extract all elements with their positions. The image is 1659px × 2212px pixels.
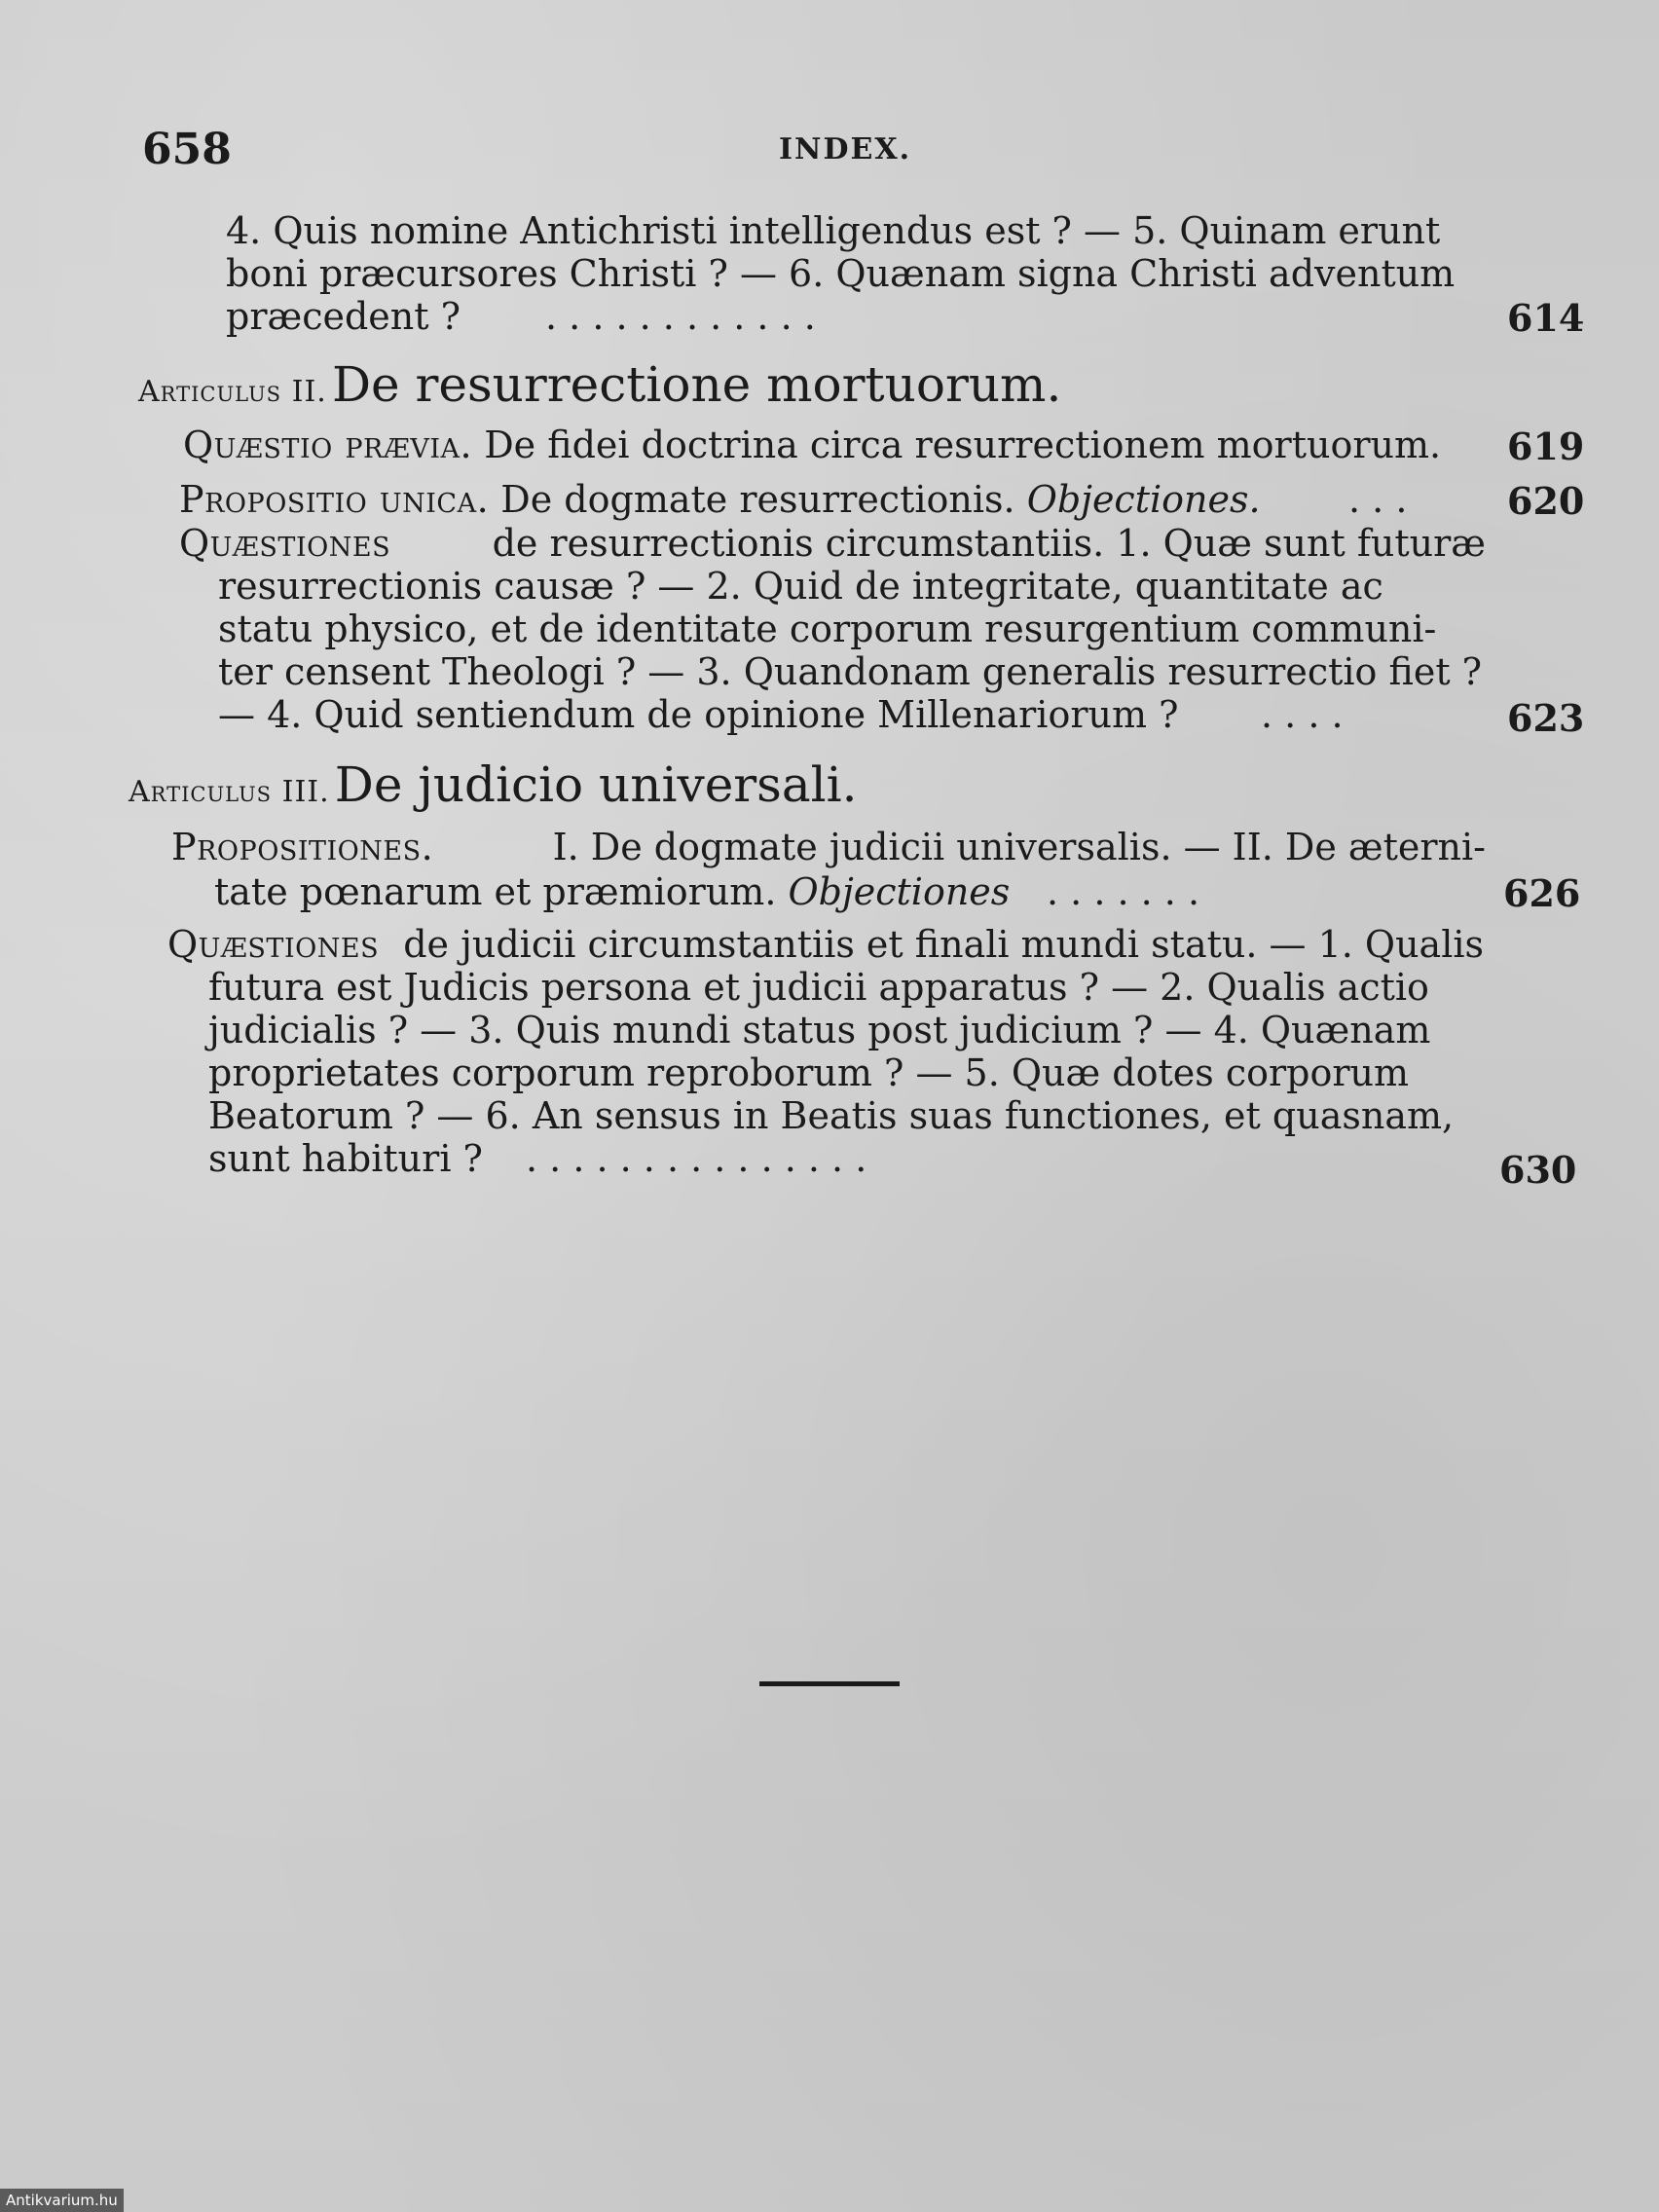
leader-dots: . . . . . . . . . . . . . . . — [526, 1137, 867, 1180]
watermark: Antikvarium.hu — [0, 2189, 124, 2212]
index-line: Quæstiones de judicii circumstantiis et finali mundi statu. — 1. Qualis — [167, 923, 1484, 966]
entry-label: Quæstiones — [167, 923, 380, 966]
page-ref: 626 — [1503, 871, 1581, 915]
leader-dots: . . . — [1348, 478, 1408, 521]
article-title: De judicio universali. — [334, 756, 858, 813]
index-line: Propositio unica. De dogmate resurrectionis. Objectiones. — [179, 478, 1261, 521]
page-ref: 620 — [1507, 479, 1585, 523]
index-line: præcedent ? — [226, 295, 461, 338]
index-line: Quæstio prævia. De fidei doctrina circa resurrectionem mortuorum. — [183, 424, 1442, 466]
index-line: tate pœnarum et præmiorum. Objectiones — [214, 870, 1011, 913]
page-ref: 630 — [1499, 1148, 1577, 1192]
index-line: — 4. Quid sentiendum de opinione Millenariorum ? — [218, 693, 1179, 736]
running-head — [0, 125, 1659, 183]
closing-rule — [759, 1681, 900, 1686]
index-line: boni præcursores Christi ? — 6. Quænam signa Christi adventum — [226, 252, 1456, 295]
index-line: ter censent Theologi ? — 3. Quandonam generalis resurrectio fiet ? — [218, 650, 1483, 693]
entry-label: Propositio unica. — [179, 478, 490, 521]
index-line: 4. Quis nomine Antichristi intelligendus est ? — 5. Quinam erunt — [226, 209, 1441, 252]
entry-label: Quæstiones — [179, 522, 391, 565]
page-ref: 623 — [1507, 696, 1585, 740]
index-line: statu physico, et de identitate corporum resurgentium communi- — [218, 608, 1437, 650]
running-title: INDEX. — [779, 132, 912, 166]
page-ref: 614 — [1507, 296, 1585, 340]
article-heading — [138, 357, 1061, 424]
leader-dots: . . . . — [1261, 693, 1344, 736]
leader-dots: . . . . . . . . . . . . — [545, 295, 816, 338]
page-number: 658 — [142, 125, 232, 174]
index-line: judicialis ? — 3. Quis mundi status post judicium ? — 4. Quænam — [208, 1009, 1431, 1051]
page-ref: 619 — [1507, 424, 1585, 468]
entry-label: Quæstio prævia. — [183, 424, 473, 466]
index-line: futura est Judicis persona et judicii apparatus ? — 2. Qualis actio — [208, 966, 1429, 1009]
index-line: Beatorum ? — 6. An sensus in Beatis suas functiones, et quasnam, — [208, 1094, 1455, 1137]
index-line: sunt habituri ? — [208, 1137, 483, 1180]
index-line: Propositiones. I. De dogmate judicii universalis. — II. De æterni- — [171, 826, 1486, 868]
index-line: resurrectionis causæ ? — 2. Quid de integritate, quantitate ac — [218, 565, 1383, 608]
leader-dots: . . . . . . . — [1047, 870, 1200, 913]
entry-label: Propositiones. — [171, 826, 434, 868]
article-title: De resurrectione mortuorum. — [331, 356, 1062, 413]
article-heading — [129, 757, 858, 824]
index-line: proprietates corporum reproborum ? — 5. Quæ dotes corporum — [208, 1051, 1410, 1094]
index-line: Quæstiones de resurrectionis circumstantiis. 1. Quæ sunt futuræ — [179, 522, 1486, 565]
article-label: Articulus II. — [138, 375, 327, 409]
article-label: Articulus III. — [129, 775, 330, 809]
